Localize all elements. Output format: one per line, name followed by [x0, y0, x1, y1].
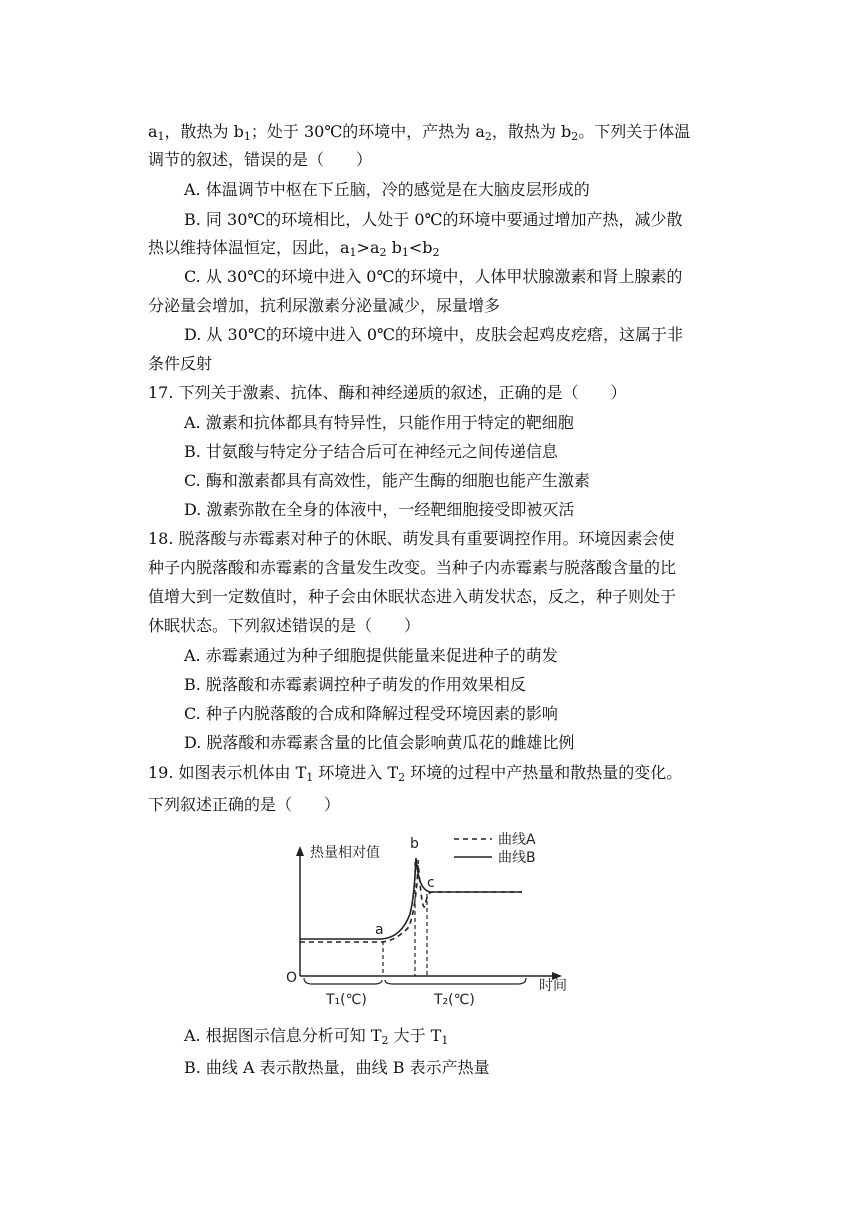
q17-option-a: A. 激素和抗体都具有特异性，只能作用于特定的靶细胞 — [184, 413, 574, 432]
q17-option-b: B. 甘氨酸与特定分子结合后可在神经元之间传递信息 — [184, 442, 558, 461]
q19-option-b: B. 曲线 A 表示散热量，曲线 B 表示产热量 — [184, 1058, 490, 1077]
q16-option-a: A. 体温调节中枢在下丘脑，冷的感觉是在大脑皮层形成的 — [184, 180, 590, 199]
heat-curve-figure — [282, 826, 592, 1012]
point-a-label: a — [375, 922, 384, 938]
q18-stem-line-2: 种子内脱落酸和赤霉素的含量发生改变。当种子内赤霉素与脱落酸含量的比 — [148, 558, 677, 577]
q19-option-a: A. 根据图示信息分析可知 $T_2$ 大于 $T_1$ — [184, 1026, 449, 1047]
t2-label: T₂(℃) — [434, 992, 475, 1008]
q19-stem-line-2: 下列叙述正确的是（ ） — [148, 795, 341, 814]
point-b-label: b — [410, 836, 419, 852]
legend-a-label: 曲线A — [498, 832, 536, 848]
q16-stem-line-1: $a_1$，散热为 $b_1$；处于 30℃的环境中，产热为 $a_2$，散热为 $b_2$。下列关于体温 — [148, 122, 691, 143]
q19-stem-line-1: 19. 如图表示机体由 $T_1$ 环境进入 $T_2$ 环境的过程中产热量和散热量的变化。 — [148, 763, 683, 784]
q18-stem-line-1: 18. 脱落酸与赤霉素对种子的休眠、萌发具有重要调控作用。环境因素会使 — [148, 529, 675, 548]
legend-b-label: 曲线B — [498, 850, 536, 866]
brace-t2 — [385, 978, 526, 984]
x-axis-label: 时间 — [539, 978, 567, 994]
curve-a — [300, 860, 522, 942]
y-axis-arrow — [296, 846, 304, 856]
q18-stem-line-3: 值增大到一定数值时，种子会由休眠状态进入萌发状态，反之，种子则处于 — [148, 587, 677, 606]
q18-option-b: B. 脱落酸和赤霉素调控种子萌发的作用效果相反 — [184, 675, 526, 694]
q18-option-c: C. 种子内脱落酸的合成和降解过程受环境因素的影响 — [184, 704, 558, 723]
q18-stem-line-4: 休眠状态。下列叙述错误的是（ ） — [148, 616, 421, 635]
brace-t1 — [304, 978, 382, 984]
q18-option-d: D. 脱落酸和赤霉素含量的比值会影响黄瓜花的雌雄比例 — [184, 733, 575, 752]
point-c-label: c — [427, 875, 435, 891]
q16-option-d-line-2: 条件反射 — [148, 354, 213, 373]
q16-option-c-line-1: C. 从 30℃的环境中进入 0℃的环境中，人体甲状腺激素和肾上腺素的 — [184, 267, 683, 286]
q16-option-b-line-1: B. 同 30℃的环境相比，人处于 0℃的环境中要通过增加产热，减少散 — [184, 210, 683, 229]
q17-option-c: C. 酶和激素都具有高效性，能产生酶的细胞也能产生激素 — [184, 471, 590, 490]
y-axis-label: 热量相对值 — [310, 845, 380, 861]
q16-option-c-line-2: 分泌量会增加，抗利尿激素分泌量减少，尿量增多 — [148, 296, 501, 315]
origin-label: O — [286, 970, 298, 986]
heat-curve-svg — [282, 826, 592, 1012]
q16-option-b-line-2: 热以维持体温恒定，因此，$a_1>a_2$ $b_1<b_2$ — [148, 238, 440, 259]
q17-stem: 17. 下列关于激素、抗体、酶和神经递质的叙述，正确的是（ ） — [148, 383, 627, 402]
q16-stem-line-2: 调节的叙述，错误的是（ ） — [148, 150, 373, 169]
t1-label: T₁(℃) — [326, 992, 367, 1008]
q18-option-a: A. 赤霉素通过为种子细胞提供能量来促进种子的萌发 — [184, 646, 558, 665]
q17-option-d: D. 激素弥散在全身的体液中，一经靶细胞接受即被灭活 — [184, 500, 575, 519]
curve-b — [300, 858, 522, 939]
q16-option-d-line-1: D. 从 30℃的环境中进入 0℃的环境中，皮肤会起鸡皮疙瘩，这属于非 — [184, 325, 683, 344]
